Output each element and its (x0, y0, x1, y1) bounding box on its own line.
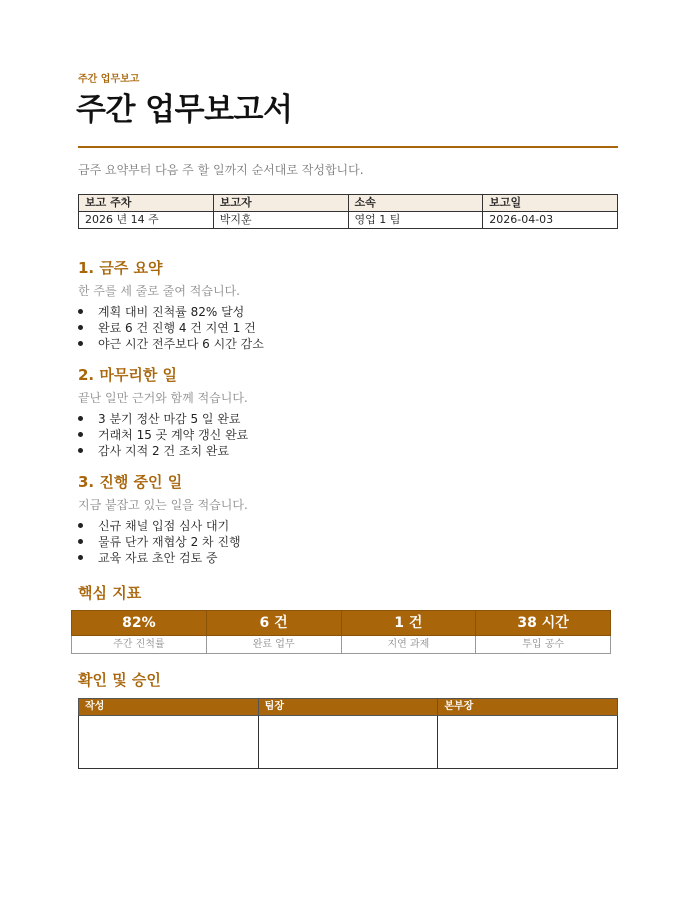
list-item (78, 336, 264, 352)
list-item-text: 거래처 15 곳 계약 갱신 완료 (98, 428, 249, 442)
section-desc-in-progress: 지금 붙잡고 있는 일을 적습니다. (78, 498, 248, 512)
bullet-icon (78, 555, 83, 560)
info-value-reporter: 박지훈 (213, 212, 348, 229)
section-title-in-progress: 3. 진행 중인 일 (78, 473, 183, 491)
metrics-table (71, 610, 611, 654)
metric-value-progress: 82% (72, 611, 207, 636)
approval-header-team-lead: 팀장 (258, 699, 438, 716)
approval-header-division-head: 본부장 (438, 699, 618, 716)
list-item-text: 야근 시간 전주보다 6 시간 감소 (98, 337, 264, 351)
metrics-title: 핵심 지표 (78, 584, 142, 602)
info-value-row (79, 212, 618, 229)
list-item-text: 완료 6 건 진행 4 건 지연 1 건 (98, 321, 256, 335)
approval-header-author: 작성 (79, 699, 259, 716)
list-item (78, 550, 241, 566)
bullet-icon (78, 341, 83, 346)
list-item-text: 물류 단가 재협상 2 차 진행 (98, 535, 241, 549)
approval-header-row (79, 699, 618, 716)
approval-table (78, 698, 618, 769)
list-item (78, 534, 241, 550)
bullet-icon (78, 523, 83, 528)
info-header-department: 소속 (348, 195, 483, 212)
info-value-department: 영업 1 팀 (348, 212, 483, 229)
section-title-summary: 1. 금주 요약 (78, 259, 163, 277)
list-item-text: 신규 채널 입점 심사 대기 (98, 519, 230, 533)
list-item-text: 교육 자료 초안 검토 중 (98, 551, 218, 565)
metrics-label-row (72, 636, 611, 654)
signature-box-author[interactable] (79, 716, 259, 769)
metric-value-delayed: 1 건 (341, 611, 476, 636)
document-title: 주간 업무보고서 (76, 92, 293, 128)
info-header-week: 보고 주차 (79, 195, 214, 212)
info-header-date: 보고일 (483, 195, 618, 212)
signature-box-division-head[interactable] (438, 716, 618, 769)
metric-label-hours: 투입 공수 (476, 636, 611, 654)
bullet-icon (78, 416, 83, 421)
metric-label-delayed: 지연 과제 (341, 636, 476, 654)
section-desc-summary: 한 주를 세 줄로 줄여 적습니다. (78, 284, 240, 298)
list-item-text: 3 분기 정산 마감 5 일 완료 (98, 412, 241, 426)
bullet-icon (78, 432, 83, 437)
bullet-icon (78, 325, 83, 330)
bullet-icon (78, 448, 83, 453)
list-item (78, 518, 241, 534)
metrics-value-row (72, 611, 611, 636)
info-value-week: 2026 년 14 주 (79, 212, 214, 229)
list-item-text: 계획 대비 진척률 82% 달성 (98, 305, 245, 319)
list-item (78, 443, 248, 459)
list-item (78, 427, 248, 443)
metric-value-completed: 6 건 (206, 611, 341, 636)
title-divider (78, 146, 618, 148)
document-kicker: 주간 업무보고 (78, 74, 140, 85)
info-header-row (79, 195, 618, 212)
section-title-done: 2. 마무리한 일 (78, 366, 178, 384)
metric-value-hours: 38 시간 (476, 611, 611, 636)
section-list-done (78, 411, 248, 459)
section-desc-done: 끝난 일만 근거와 함께 적습니다. (78, 391, 248, 405)
report-info-table (78, 194, 618, 229)
document-intro: 금주 요약부터 다음 주 할 일까지 순서대로 작성합니다. (78, 163, 364, 177)
info-value-date: 2026-04-03 (483, 212, 618, 229)
list-item (78, 411, 248, 427)
info-header-reporter: 보고자 (213, 195, 348, 212)
bullet-icon (78, 539, 83, 544)
section-list-summary (78, 304, 264, 352)
section-list-in-progress (78, 518, 241, 566)
metric-label-completed: 완료 업무 (206, 636, 341, 654)
signature-box-team-lead[interactable] (258, 716, 438, 769)
list-item (78, 320, 264, 336)
metric-label-progress: 주간 진척률 (72, 636, 207, 654)
approval-signature-row (79, 716, 618, 769)
bullet-icon (78, 309, 83, 314)
list-item-text: 감사 지적 2 건 조치 완료 (98, 444, 230, 458)
list-item (78, 304, 264, 320)
approval-title: 확인 및 승인 (78, 671, 161, 689)
